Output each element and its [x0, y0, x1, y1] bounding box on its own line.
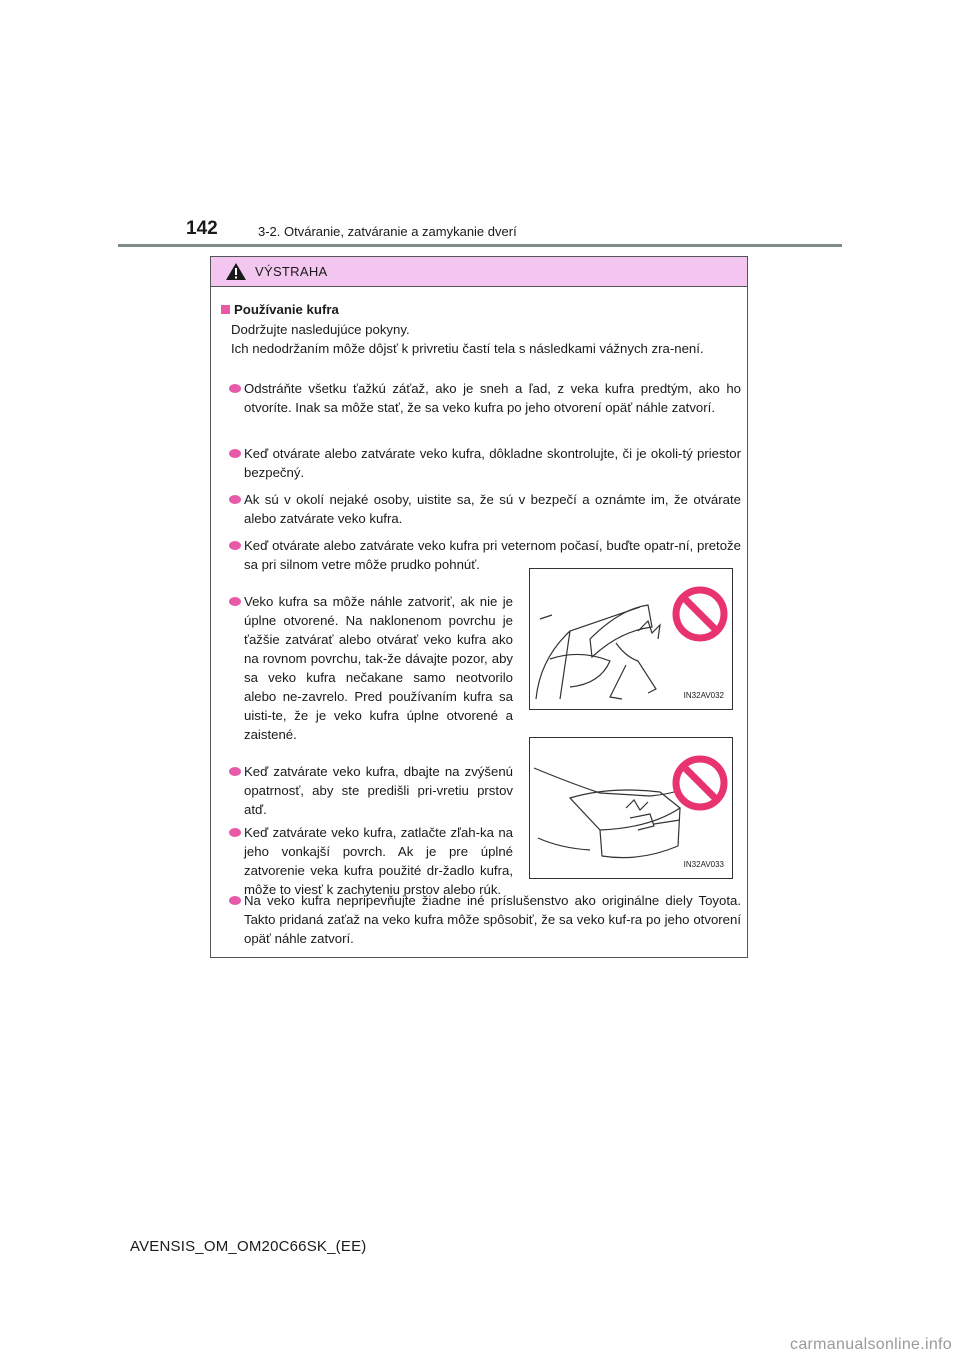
- bullet-dot-icon: [229, 541, 241, 550]
- section-heading: [221, 300, 339, 319]
- list-item-text: Ak sú v okolí nejaké osoby, uistite sa, že sú v bezpečí a oznámte im, že otvárate alebo zatvárate veko kufra.: [244, 492, 741, 526]
- list-item-text: Keď zatvárate veko kufra, zatlačte zľah-ka na jeho vonkajší povrch. Ak je pre úplné zatvorenie veka kufra použité dr-žadlo kufra, môže to viesť k zachyteniu prstov alebo rúk.: [244, 825, 513, 897]
- document-code: AVENSIS_OM_OM20C66SK_(EE): [130, 1238, 367, 1255]
- list-item: [229, 444, 741, 482]
- warning-box: [210, 256, 748, 958]
- square-bullet-icon: [221, 305, 230, 314]
- list-item-text: Keď otvárate alebo zatvárate veko kufra, dôkladne skontrolujte, či je okoli-tý priestor bezpečný.: [244, 446, 741, 480]
- list-item-text: Na veko kufra nepripevňujte žiadne iné príslušenstvo ako originálne diely Toyota. Takto pridaná zaťaž na veko kufra môže spôsobiť, že sa veko kuf-ra po jeho otvorení opäť náhle zatvorí.: [244, 893, 741, 946]
- list-item-text: Odstráňte všetku ťažkú záťaž, ako je sneh a ľad, z veka kufra predtým, ako ho otvoríte. Inak sa môže stať, že sa veko kufra po jeho otvorení opäť náhle zatvorí.: [244, 381, 741, 415]
- section-heading-text: Používanie kufra: [234, 302, 339, 317]
- prohibition-icon: [676, 590, 724, 638]
- section-title: 3-2. Otváranie, zatváranie a zamykanie dverí: [258, 224, 517, 239]
- bullet-dot-icon: [229, 449, 241, 458]
- page-number: 142: [186, 218, 218, 239]
- intro-line-2: Ich nedodržaním môže dôjsť k privretiu častí tela s následkami vážnych zra-není.: [231, 341, 704, 356]
- illustration-trunk-fingers: [529, 737, 733, 879]
- list-item: [229, 891, 741, 948]
- list-item-text: Keď otvárate alebo zatvárate veko kufra pri veternom počasí, buďte opatr-ní, pretože sa pri silnom vetre môže prudko pohnúť.: [244, 538, 741, 572]
- list-item: [229, 592, 513, 744]
- bullet-dot-icon: [229, 896, 241, 905]
- warning-header: [211, 257, 747, 287]
- list-item: [229, 490, 741, 528]
- bullet-dot-icon: [229, 828, 241, 837]
- watermark-text: carmanualsonline.info: [790, 1336, 952, 1353]
- bullet-dot-icon: [229, 767, 241, 776]
- list-item: [229, 379, 741, 417]
- bullet-dot-icon: [229, 384, 241, 393]
- list-item: [229, 762, 513, 819]
- illustration-code: IN32AV033: [683, 860, 724, 869]
- bullet-dot-icon: [229, 495, 241, 504]
- bullet-dot-icon: [229, 597, 241, 606]
- list-item-text: Veko kufra sa môže náhle zatvoriť, ak nie je úplne otvorené. Na naklonenom povrchu je ťažšie zatvárať alebo otvárať veko kufra ako na rovnom povrchu, tak-že dávajte pozor, aby sa veko kufra nečakane samo neotvorilo alebo ne-zavrelo. Pred používaním kufra sa uisti-te, že je veko kufra úplne otvorené a zaistené.: [244, 594, 513, 742]
- warning-triangle-icon: [225, 262, 247, 281]
- header-divider: [118, 244, 842, 247]
- list-item-text: Keď zatvárate veko kufra, dbajte na zvýšenú opatrnosť, aby ste predišli pri-vretiu prstov atď.: [244, 764, 513, 817]
- illustration-code: IN32AV032: [683, 691, 724, 700]
- warning-title: VÝSTRAHA: [255, 264, 328, 279]
- prohibition-icon: [676, 759, 724, 807]
- illustration-trunk-wind: [529, 568, 733, 710]
- intro-line-1: Dodržujte nasledujúce pokyny.: [231, 322, 410, 337]
- list-item: [229, 823, 513, 899]
